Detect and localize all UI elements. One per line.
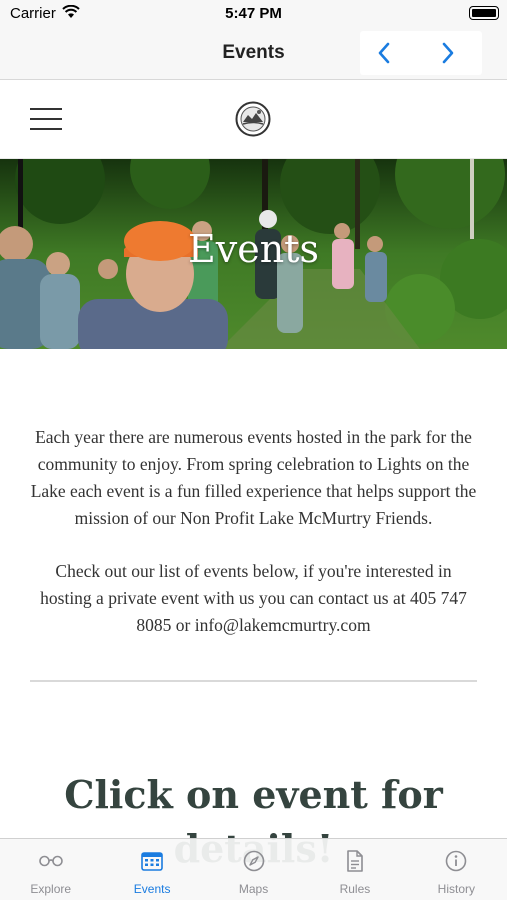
nav-title: Events xyxy=(222,42,285,63)
chevron-left-icon xyxy=(377,42,391,64)
glasses-icon xyxy=(38,849,64,873)
tab-label: Explore xyxy=(30,882,72,896)
back-button[interactable] xyxy=(364,37,404,69)
status-time: 5:47 PM xyxy=(225,5,282,22)
hero-banner xyxy=(0,159,507,349)
tab-label: Maps xyxy=(238,882,269,896)
tab-label: History xyxy=(437,882,475,896)
info-icon xyxy=(443,849,469,873)
status-bar xyxy=(0,0,507,28)
divider xyxy=(30,680,477,682)
contact-paragraph: Check out our list of events below, if you're interested in hosting a private event with us you can contact us at 405 747 8085 or info@lakemcmurtry.com xyxy=(40,561,467,635)
site-logo[interactable] xyxy=(235,101,271,137)
tab-rules[interactable] xyxy=(304,839,405,900)
tab-bar xyxy=(0,838,507,900)
chevron-right-icon xyxy=(441,42,455,64)
events-cta-heading: Click on event for xyxy=(64,772,443,817)
tab-explore[interactable] xyxy=(0,839,101,900)
tab-label: Events xyxy=(133,882,171,896)
carrier-label: Carrier xyxy=(10,5,56,22)
tab-history[interactable] xyxy=(406,839,507,900)
forward-button[interactable] xyxy=(428,37,468,69)
site-header xyxy=(0,80,507,159)
nav-arrow-group xyxy=(360,31,482,75)
document-icon xyxy=(342,849,368,873)
tab-maps[interactable] xyxy=(203,839,304,900)
navigation-bar xyxy=(0,28,507,80)
intro-paragraph: Each year there are numerous events hosted in the park for the community to enjoy. From spring celebration to Lights on the Lake each event is a fun filled experience that helps support the mission of our Non Profit Lake McMurtry Friends. xyxy=(30,427,477,528)
hero-title: Events xyxy=(188,227,319,271)
menu-icon[interactable] xyxy=(30,108,62,132)
battery-icon xyxy=(469,6,499,20)
compass-icon xyxy=(241,849,267,873)
calendar-icon xyxy=(139,849,165,873)
tab-label: Rules xyxy=(339,882,371,896)
tab-events[interactable] xyxy=(101,839,202,900)
